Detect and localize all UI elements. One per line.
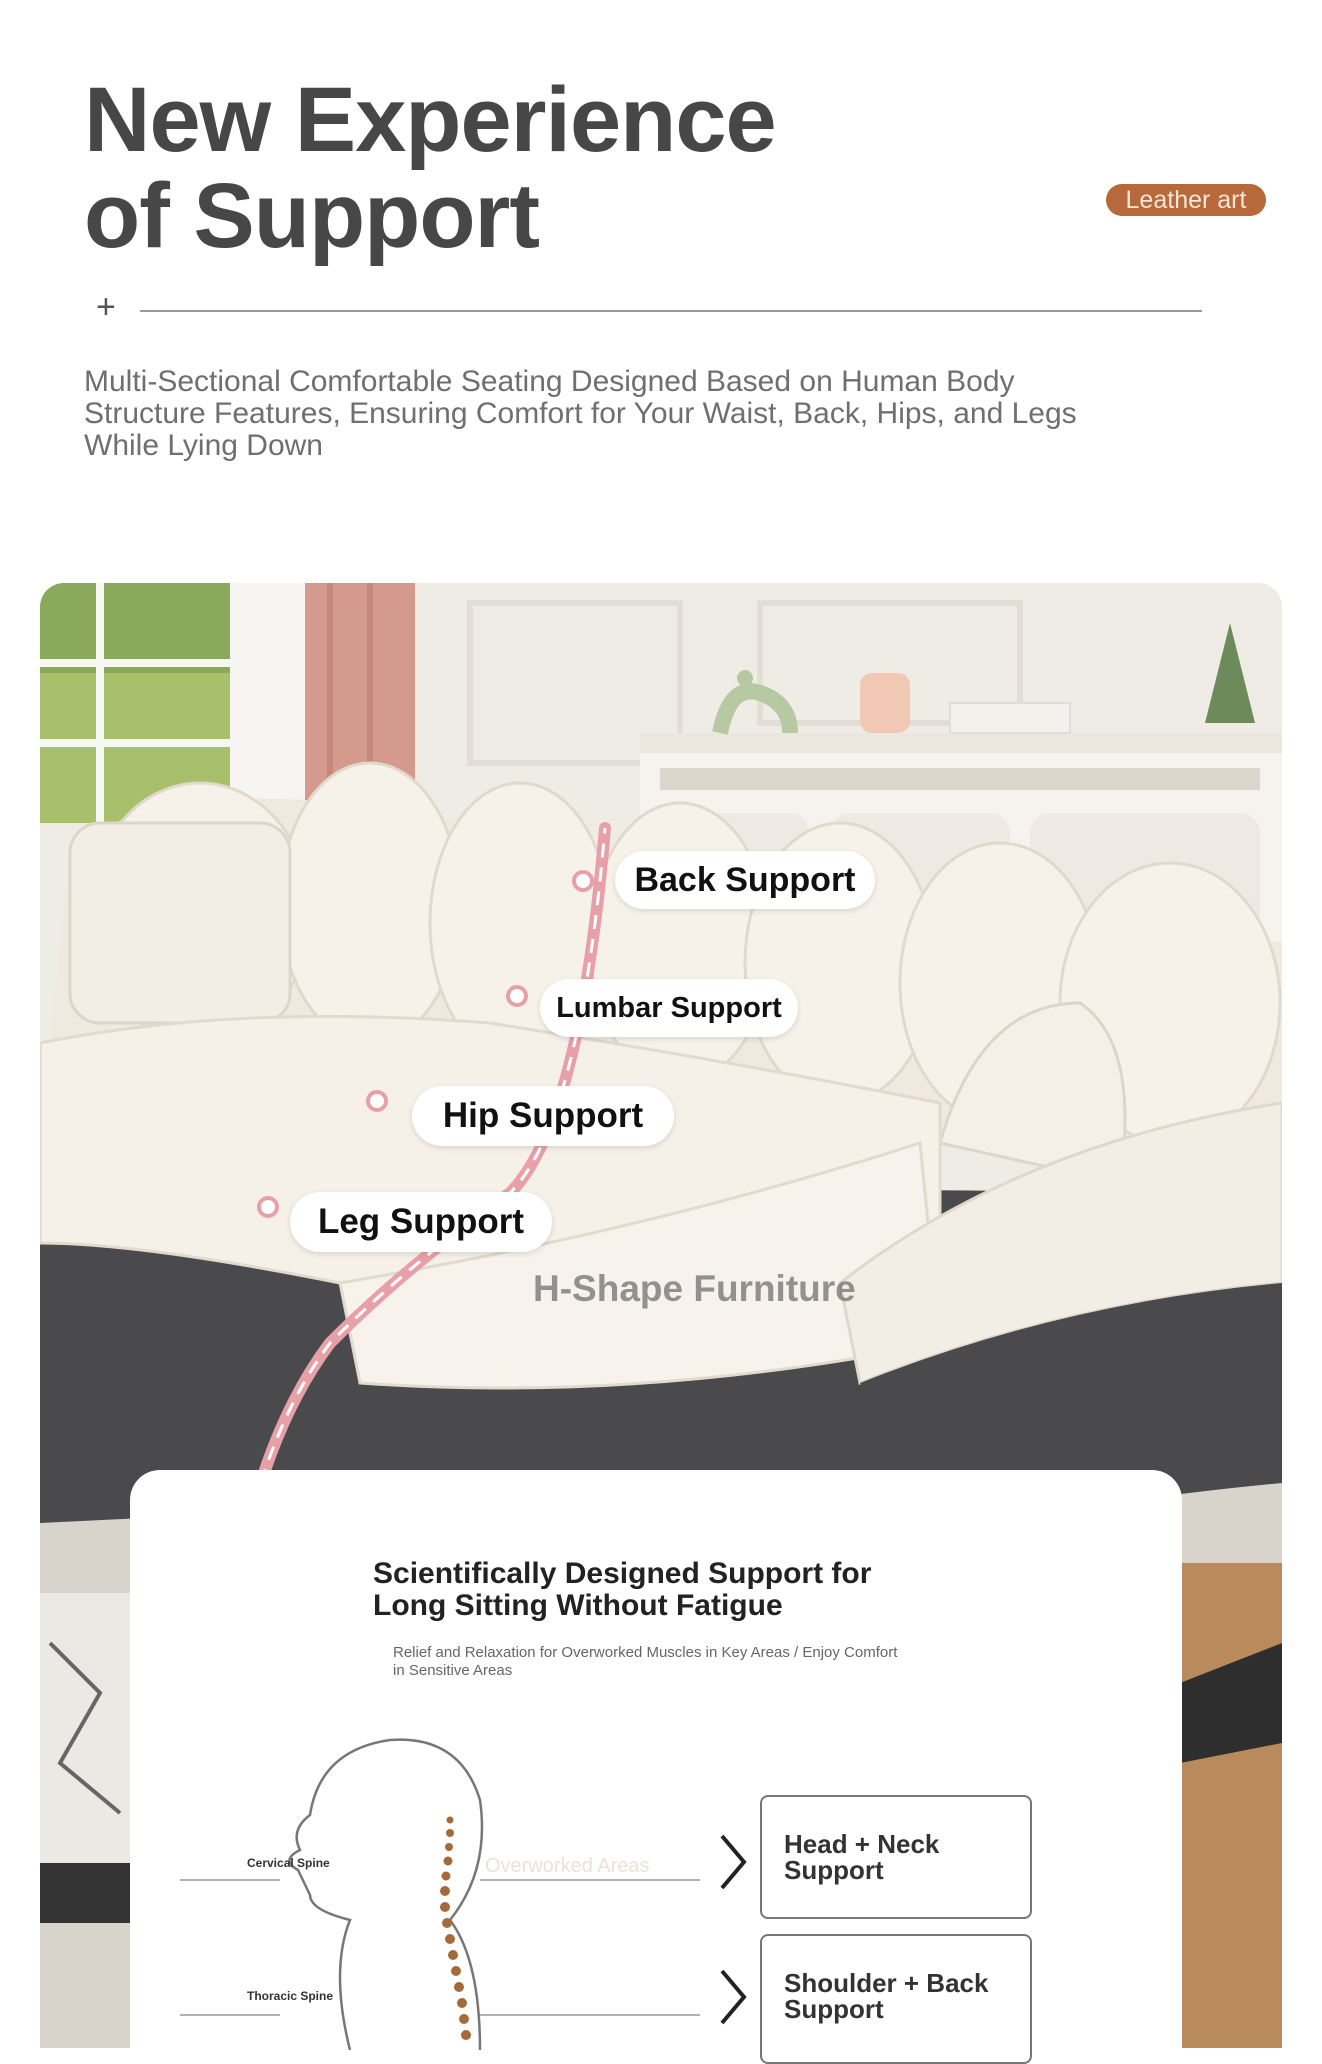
cervical-spine-label: Cervical Spine [247,1856,330,1870]
card-title: Scientifically Designed Support for Long Sitting Without Fatigue [373,1557,872,1622]
support-info-card [130,1470,1182,2048]
chevron-right-icon [716,1967,748,2027]
overworked-areas-note: Overworked Areas [485,1855,650,1877]
brand-badge: Leather art [1106,184,1266,216]
back-support-label: Back Support [615,851,875,909]
shoulder-back-line1: Shoulder + Back [784,1968,989,1998]
brand-watermark: H-Shape Furniture [533,1268,856,1309]
leg-support-label: Leg Support [290,1192,552,1252]
intro-text: Multi-Sectional Comfortable Seating Designed Based on Human Body Structure Features, Ensuring Comfort for Your Waist, Back, Hips, and Legs While Lying Down [84,365,1077,462]
head-neck-support-box [760,1795,1032,1919]
lumbar-support-label: Lumbar Support [540,979,798,1037]
card-subtitle: Relief and Relaxation for Overworked Muscles in Key Areas / Enjoy Comfort in Sensitive Areas [393,1644,898,1679]
thoracic-spine-label: Thoracic Spine [247,1989,334,2003]
hip-support-label: Hip Support [412,1086,674,1146]
head-neck-line2: Support [784,1855,884,1885]
divider [140,310,1202,312]
shoulder-back-line2: Support [784,1994,884,2024]
shoulder-back-support-box [760,1934,1032,2064]
head-neck-line1: Head + Neck [784,1829,940,1859]
plus-icon: + [96,288,116,326]
chevron-right-icon [716,1832,748,1892]
page-title: New Experience of Support [84,69,776,267]
